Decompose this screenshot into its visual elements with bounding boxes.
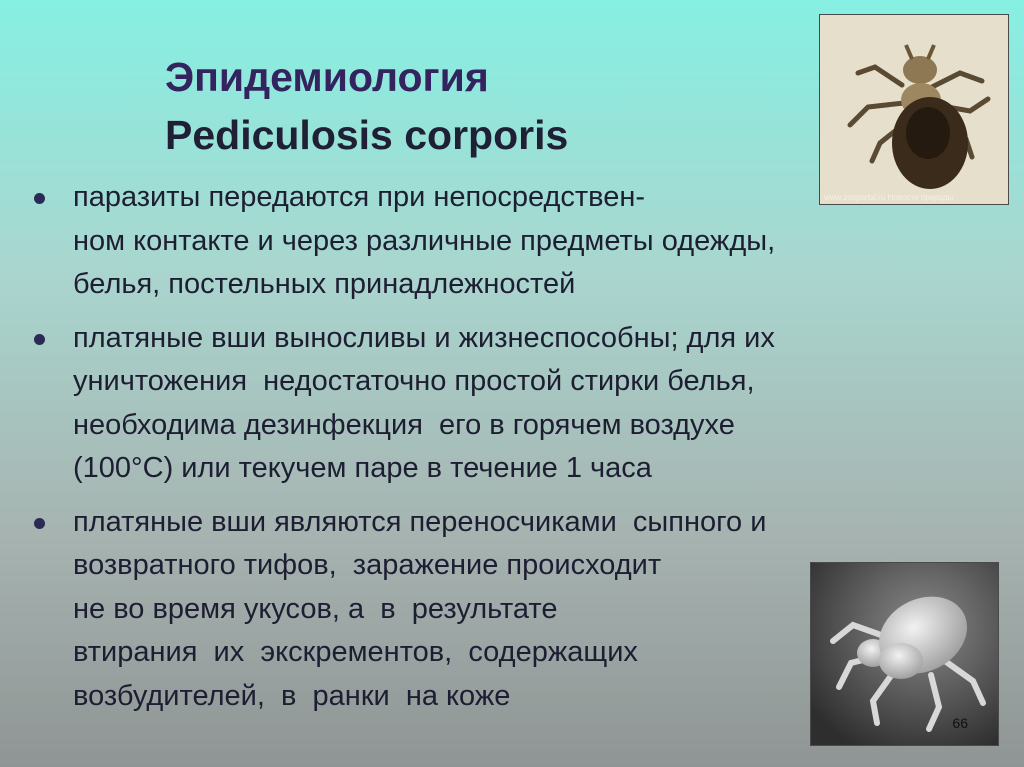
title-line-1: Эпидемиология [165, 54, 489, 100]
bullet-line: необходима дезинфекция его в горячем воздухе [73, 408, 735, 441]
bullet-line: уничтожения недостаточно простой стирки белья, [73, 365, 755, 397]
slide-number: 66 [952, 715, 968, 731]
slide-title [165, 48, 568, 164]
bullet-line: втирания их экскрементов, содержащих [73, 636, 638, 668]
bullet-item [34, 176, 974, 307]
bullet-line: возбудителей, в ранки на коже [73, 679, 511, 712]
title-line-2: Pediculosis corporis [165, 112, 569, 158]
louse-sem-micrograph-icon [811, 563, 998, 745]
bullet-icon [34, 334, 45, 345]
louse-micrograph-image [810, 562, 999, 746]
bullet-line: возвратного тифов, заражение происходит [73, 549, 662, 581]
bullet-line: платяные вши являются переносчиками сыпного и [73, 505, 767, 538]
photo-caption: www.zooportal.ru Новости природы [824, 193, 954, 202]
bullet-line: не во время укусов, а в результате [73, 592, 558, 625]
bullet-line: ном контакте и через различные предметы одежды, [73, 224, 776, 257]
bullet-line: белья, постельных принадлежностей [73, 268, 576, 300]
bullet-icon [34, 193, 45, 204]
bullet-line: платяные вши выносливы и жизнеспособны; для их [73, 321, 775, 354]
bullet-item [34, 317, 974, 491]
bullet-line: (100°С) или текучем паре в течение 1 часа [73, 452, 652, 484]
bullet-icon [34, 518, 45, 529]
bullet-line: паразиты передаются при непосредствен- [73, 181, 646, 213]
